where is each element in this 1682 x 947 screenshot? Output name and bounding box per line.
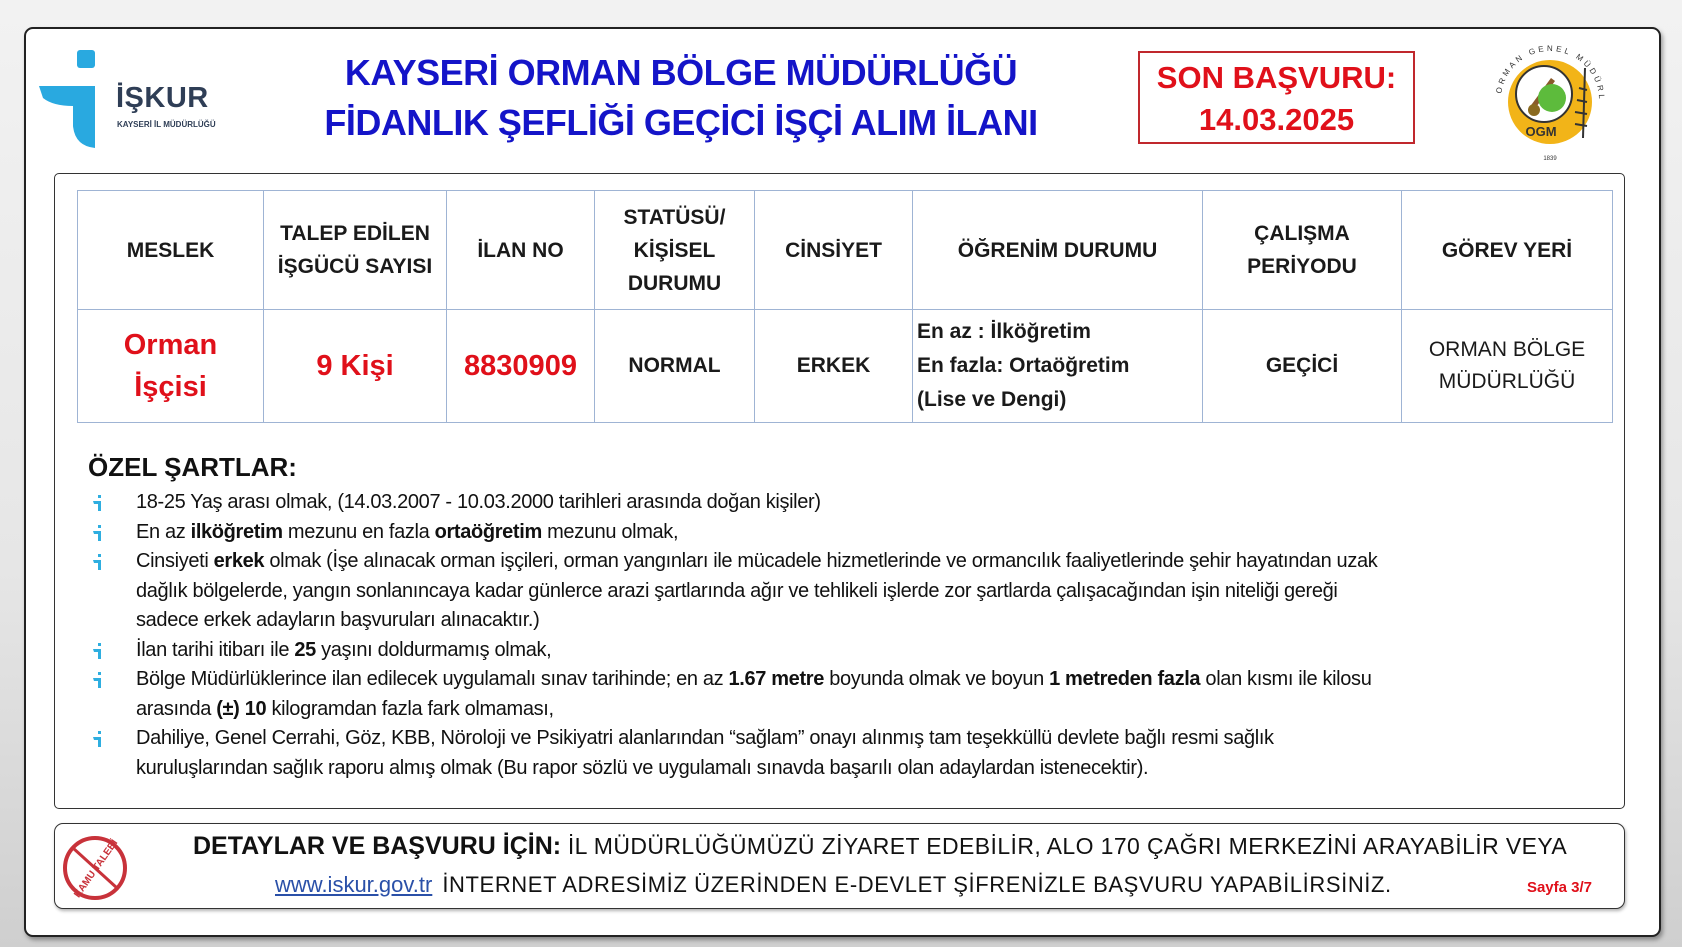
ogm-emblem-icon [1489,38,1611,162]
footer-bold-label: DETAYLAR VE BAŞVURU İÇİN: [193,832,562,860]
cell-gorev-yeri: ORMAN BÖLGE MÜDÜRLÜĞÜ [1402,310,1613,423]
requirement-line [93,488,1377,518]
ogm-abbr: OGM [1525,124,1557,139]
requirement-text: sadece erkek adayların başvuruları alınacaktır.) [136,609,540,631]
iskur-logo [39,50,229,148]
header-ogrenim: ÖĞRENİM DURUMU [913,191,1203,310]
requirement-text: Dahiliye, Genel Cerrahi, Göz, KBB, Nöroloji ve Psikiyatri alanlarından “sağlam” onayı alınmış tam teşekküllü devlete bağlı resmi sağlık [136,727,1274,749]
header-statu: STATÜSÜ/ KİŞİSEL DURUMU [595,191,755,310]
requirement-bold-text: erkek [213,550,265,572]
requirement-line [93,665,1377,695]
requirement-bold-text: 25 [294,638,316,661]
ogm-text: ORMAN GENEL MÜDÜRL [1494,43,1607,102]
requirement-item [93,636,1377,666]
requirement-line [93,577,1377,607]
requirement-line [93,636,1377,666]
table-row [78,310,1613,423]
cell-cinsiyet: ERKEK [755,310,913,423]
deadline-label: SON BAŞVURU: [1156,60,1397,95]
header-talep: TALEP EDİLEN İŞGÜCÜ SAYISI [264,191,447,310]
header-gorev-yeri: GÖREV YERİ [1402,191,1613,310]
requirement-item [93,488,1377,518]
iskur-bullet-icon [93,731,103,747]
cell-ogrenim: En az : İlköğretim En fazla: Ortaöğretim (Lise ve Dengi) [913,310,1203,423]
requirement-item [93,518,1377,548]
ogm-logo [1489,38,1611,162]
requirement-line [93,724,1377,754]
iskur-bullet-icon [93,554,103,570]
requirement-line [93,754,1377,784]
requirement-text: En az [136,520,191,543]
header-ilan-no: İLAN NO [447,191,595,310]
footer-line-2 [275,872,1392,898]
requirement-text: Cinsiyeti [136,550,214,572]
requirement-text: kuruluşlarından sağlık raporu almış olmak (Bu rapor sözlü ve uygulamalı sınavda başarılı olan adaylardan istenecektir). [136,756,1149,779]
requirements-heading: ÖZEL ŞARTLAR: [88,452,297,482]
cell-talep: 9 Kişi [264,310,447,423]
requirement-text: mezunu olmak, [541,520,679,543]
page-number: Sayfa 3/7 [1526,879,1592,896]
requirement-bold-text: ilköğretim [190,520,283,543]
requirement-text: dağlık bölgelerde, yangın sonlanıncaya kadar günlerce arazi şartlarında ağır ve tehlikeli işlerde zor şartlarda çalışacağından işin niteliği gereği [136,579,1338,602]
requirement-line [93,606,1377,636]
requirement-text: yaşını doldurmamış olmak, [315,638,552,661]
cell-calisma: GEÇİCİ [1203,310,1402,423]
footer-line-1 [193,832,1567,861]
deadline-date: 14.03.2025 [1198,102,1355,137]
requirement-bold-text: 1.67 metre [728,668,824,690]
stamp-text: KAMU TALEBİ [72,837,121,900]
requirement-text: İlan tarihi itibarı ile [136,638,295,661]
iskur-bullet-icon [93,672,103,688]
cell-statu: NORMAL [595,310,755,423]
requirement-item [93,665,1377,724]
requirement-text: olmak (İşe alınacak orman işçileri, orman yangınları ile mücadele hizmetlerinde ve ormancılık faaliyetlerinde şehir hayatından uzak [264,550,1378,572]
main-panel [54,173,1625,809]
requirement-text: mezunu en fazla [282,520,435,543]
job-table [77,190,1613,423]
iskur-bullet-icon [93,525,103,541]
header-meslek: MESLEK [78,191,264,310]
header-cinsiyet: CİNSİYET [755,191,913,310]
footer-line-1-text: İL MÜDÜRLÜĞÜMÜZÜ ZİYARET EDEBİLİR, ALO 170 ÇAĞRI MERKEZİNİ ARAYABİLİR VEYA [561,833,1568,859]
requirement-item [93,547,1377,636]
requirement-text: olan kısmı ile kilosu [1200,668,1372,690]
iskur-logo-icon [39,50,109,148]
iskur-bullet-icon [93,495,103,511]
requirement-line [93,518,1377,548]
footer-box [54,823,1625,909]
header-calisma: ÇALIŞMA PERİYODU [1203,191,1402,310]
requirement-line [93,547,1377,577]
requirement-text: boyunda olmak ve boyun [823,668,1050,690]
requirement-text: Bölge Müdürlüklerince ilan edilecek uygulamalı sınav tarihinde; en az [136,668,729,690]
kamu-talebi-stamp-icon [61,834,129,902]
table-header-row [78,191,1613,310]
iskur-logo-name: İŞKUR [116,82,209,114]
iskur-bullet-icon [93,643,103,659]
requirement-text: 18-25 Yaş arası olmak, (14.03.2007 - 10.03.2000 tarihleri arasında doğan kişiler) [136,491,821,513]
iskur-website-link[interactable]: www.iskur.gov.tr [275,872,433,897]
cell-ilan-no: 8830909 [447,310,595,423]
requirement-item [93,724,1377,783]
requirement-line [93,695,1377,725]
iskur-logo-subtitle: KAYSERİ İL MÜDÜRLÜĞÜ [117,120,216,129]
requirements-list [93,488,1377,783]
footer-line-2-text: İNTERNET ADRESİMİZ ÜZERİNDEN E-DEVLET ŞİFRENİZLE BAŞVURU YAPABİLİRSİNİZ. [442,872,1392,897]
ogm-year: 1839 [1543,156,1557,162]
requirement-text: kilogramdan fazla fark olmaması, [266,697,554,720]
requirement-bold-text: ortaöğretim [434,520,542,543]
deadline-box [1138,51,1415,144]
title-line-2: FİDANLIK ŞEFLİĞİ GEÇİCİ İŞÇİ ALIM İLANI [324,102,1038,143]
requirement-bold-text: (±) 10 [216,697,267,720]
requirement-text: arasında [136,697,217,720]
requirement-bold-text: 1 metreden fazla [1049,668,1201,690]
cell-meslek: Orman İşçisi [78,310,264,423]
title-line-1: KAYSERİ ORMAN BÖLGE MÜDÜRLÜĞÜ [344,52,1018,93]
page-title [300,48,1062,148]
